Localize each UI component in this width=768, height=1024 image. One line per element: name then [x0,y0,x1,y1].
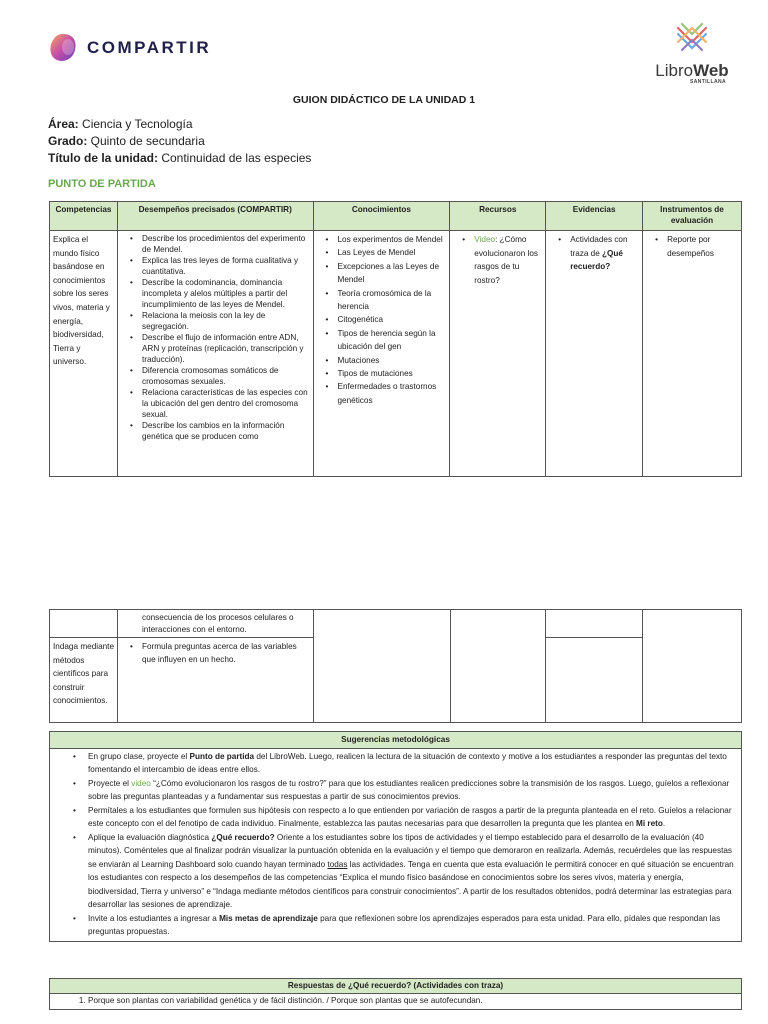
competencia-cell: Explica el mundo físico basándose en conocimientos sobre los seres vivos, materia y energía, biodiversidad, Tierra y universo. [50,231,118,477]
evidencias-cell [546,231,643,477]
list-item: • Actividades con traza de ¿Qué recuerdo? [570,233,639,274]
document-title: GUION DIDÁCTICO DE LA UNIDAD 1 [292,94,476,106]
list-item: • Relaciona características de las especies con la ubicación del gen dentro del cromosoma sexual. [142,387,310,420]
section-title: PUNTO DE PARTIDA [48,178,156,190]
list-item: • Diferencia cromosomas somáticos de cromosomas sexuales. [142,365,310,387]
meta-titulo: Título de la unidad: Continuidad de las especies [48,151,312,165]
meta-area: Área: Ciencia y Tecnología [48,117,193,131]
list-item: • Explica las tres leyes de forma cualitativa y cuantitativa. [142,255,310,277]
meta-grado: Grado: Quinto de secundaria [48,134,205,148]
header-competencias: Competencias [50,202,118,231]
list-item: • Aplique la evaluación diagnóstica ¿Qué recuerdo? Oriente a los estudiantes sobre los tipos de actividades y el tiempo establecido para el desarrollo de la evaluación (40 minutos). Coménteles que al finalizar podrán visualizar la puntuación obtenida en la evaluación y el tiempo que demoraron en realizarla. Además, recuérdeles que las respuestas se enviarán al Learning Dashboard solo cuando hayan terminado todas las actividades. Tenga en cuenta que esta evaluación le permitirá conocer en qué situación se encuentran los estudiantes con respecto a los desempeños de las competencias “Explica el mundo físico basándose en conocimientos sobre los seres vivos, materia y energía, biodiversidad, Tierra y universo” e “Indaga mediante métodos científicos para construir conocimientos”. A partir de los resultados obtenidos, podrá determinar las estrategias para desarrollar las sesiones de aprendizaje. [88,831,735,912]
recursos-cell [450,231,546,477]
respuestas-header: Respuestas de ¿Qué recuerdo? (Actividades con traza) [50,979,741,994]
list-item: 1. Porque son plantas con variabilidad genética y de fácil distinción. / Porque son plantas que se autofecundan. [88,995,735,1007]
list-item: • Mutaciones [338,354,447,367]
list-item: • Permítales a los estudiantes que formulen sus hipótesis con respecto a lo que entienden por variación de rasgos a partir de la pregunta planteada en el reto. Guíelos a relacionar este concepto con el del fenotipo de cada individuo. Finalmente, establezca las pautas necesarias para que desarrollen la pregunta que les plantea en Mi reto. [88,804,735,831]
list-item: • Las Leyes de Mendel [338,246,447,259]
list-item: • Describe los procedimientos del experimento de Mendel. [142,233,310,255]
header-desempenos: Desempeños precisados (COMPARTIR) [117,202,313,231]
list-item: • Tipos de mutaciones [338,367,447,380]
header-conocimientos: Conocimientos [313,202,450,231]
compartir-logo-text: COMPARTIR [87,38,212,57]
list-item: • Reporte por desempeños [667,233,738,260]
list-item: • Relaciona la meiosis con la ley de segregación. [142,310,310,332]
list-item: • Teoría cromosómica de la herencia [338,287,447,314]
list-item: • Video: ¿Cómo evolucionaron los rasgos de tu rostro? [474,233,542,287]
header-recursos: Recursos [450,202,546,231]
list-item: • Enfermedades o trastornos genéticos [338,380,447,407]
libroweb-logo-text: LibroWeb [655,61,729,80]
list-item: • Describe los cambios en la información genética que se producen como [142,420,310,442]
libroweb-logo-sub: SANTILLANA [690,79,726,85]
list-item: • Describe el flujo de información entre ADN, ARN y proteínas (replicación, transcripción y traducción). [142,332,310,365]
desempenos-continued-cell: consecuencia de los procesos celulares o interacciones con el entorno. [117,610,313,638]
instrumentos-cell [643,231,742,477]
desempeno-2-cell [117,638,313,723]
video-link[interactable]: video [131,778,151,788]
sugerencias-header: Sugerencias metodológicas [50,732,741,749]
respuestas-box [49,978,742,1010]
punto-partida-table [49,201,742,477]
libroweb-logo [652,20,732,84]
compartir-logo-icon [47,32,79,64]
sugerencias-box [49,731,742,942]
list-item: • Excepciones a las Leyes de Mendel [338,260,447,287]
list-item: • Proyecte el video “¿Cómo evolucionaron los rasgos de tu rostro?” para que los estudiantes realicen predicciones sobre la transmisión de los rasgos. Luego, guíelos a reflexionar sobre las preguntas planteadas y a fundamentar sus respuestas a partir de sus conocimientos previos. [88,777,735,804]
list-item: • Tipos de herencia según la ubicación del gen [338,327,447,354]
list-item: • Formula preguntas acerca de las variables que influyen en un hecho. [142,640,310,666]
desempenos-cell [117,231,313,477]
punto-partida-table-continued [49,609,742,723]
list-item: • Invite a los estudiantes a ingresar a Mis metas de aprendizaje para que reflexionen sobre los aprendizajes esperados para esta unidad. Para ello, pídales que respondan las preguntas propuestas. [88,912,735,939]
header-evidencias: Evidencias [546,202,643,231]
unit-meta [48,116,311,167]
list-item: • Citogenética [338,313,447,326]
competencia-2-cell: Indaga mediante métodos científicos para construir conocimientos. [50,638,118,723]
libroweb-logo-icon [672,20,712,56]
video-link[interactable]: Video [474,235,496,244]
header-instrumentos: Instrumentos de evaluación [643,202,742,231]
list-item: • En grupo clase, proyecte el Punto de partida del LibroWeb. Luego, realicen la lectura de la situación de contexto y motive a los estudiantes a responder las preguntas del texto fomentando el intercambio de ideas entre ellos. [88,750,735,777]
compartir-logo [47,30,211,66]
list-item: • Los experimentos de Mendel [338,233,447,246]
conocimientos-cell [313,231,450,477]
list-item: • Describe la codominancia, dominancia incompleta y alelos múltiples a partir del incumplimiento de las leyes de Mendel. [142,277,310,310]
